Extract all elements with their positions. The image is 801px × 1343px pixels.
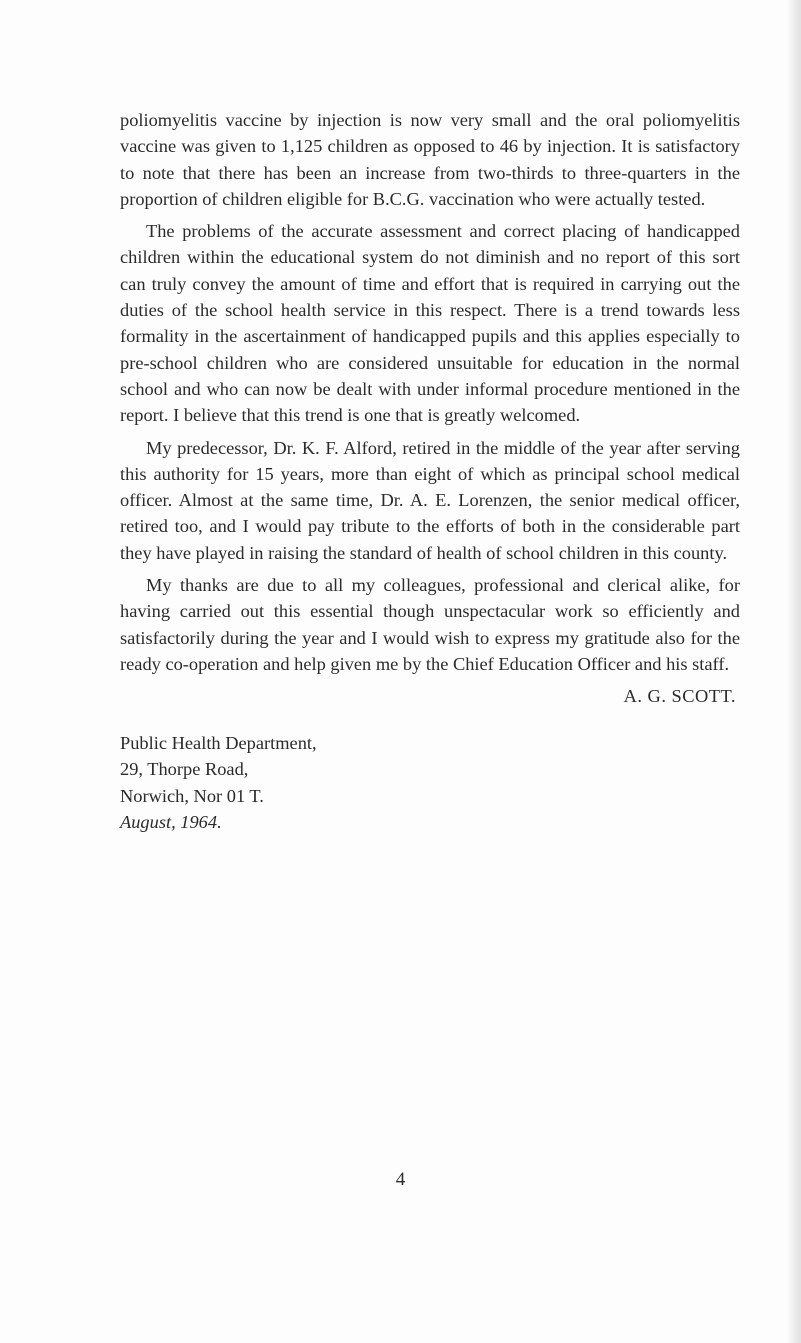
paragraph-vaccination: poliomyelitis vaccine by injection is now very small and the oral poliomyelitis vaccine was given to 1,125 children as opposed to 46 by injection. It is satisfactory to note that there has been an increase from two-thirds to three-quarters in the proportion of children eligible for B.C.G. vaccination who were actually tested.	[120, 110, 740, 209]
address-city: Norwich, Nor 01 T.	[120, 785, 264, 806]
paragraph-thanks: My thanks are due to all my colleagues, professional and clerical alike, for having carried out this essential though unspectacular work so efficiently and satisfactorily during the year and I would wish to express my gratitude also for the ready co-operation and help given me by the Chief Education Officer and his staff.	[120, 575, 740, 674]
signature-name: A. G. SCOTT.	[623, 686, 736, 707]
sender-address	[120, 730, 740, 836]
page-edge-shadow	[787, 0, 801, 1343]
address-department: Public Health Department,	[120, 732, 317, 753]
paragraph-predecessor-tribute: My predecessor, Dr. K. F. Alford, retired in the middle of the year after serving this authority for 15 years, more than eight of which as principal school medical officer. Almost at the same time, Dr. A. E. Lorenzen, the senior medical officer, retired too, and I would pay tribute to the efforts of both in the considerable part they have played in raising the standard of health of school children in this county.	[120, 437, 740, 563]
address-date: August, 1964.	[120, 812, 222, 833]
page-number: 4	[395, 1169, 406, 1190]
report-text	[120, 107, 740, 836]
address-street: 29, Thorpe Road,	[120, 759, 249, 780]
paragraph-handicapped-children: The problems of the accurate assessment and correct placing of handicapped children within the educational system do not diminish and no report of this sort can truly convey the amount of time and effort that is required in carrying out the duties of the school health service in this respect. There is a trend towards less formality in the ascertainment of handicapped pupils and this applies especially to pre-school children who are considered unsuitable for education in the normal school and who can now be dealt with under informal procedure mentioned in the report. I believe that this trend is one that is greatly welcomed.	[120, 221, 740, 426]
